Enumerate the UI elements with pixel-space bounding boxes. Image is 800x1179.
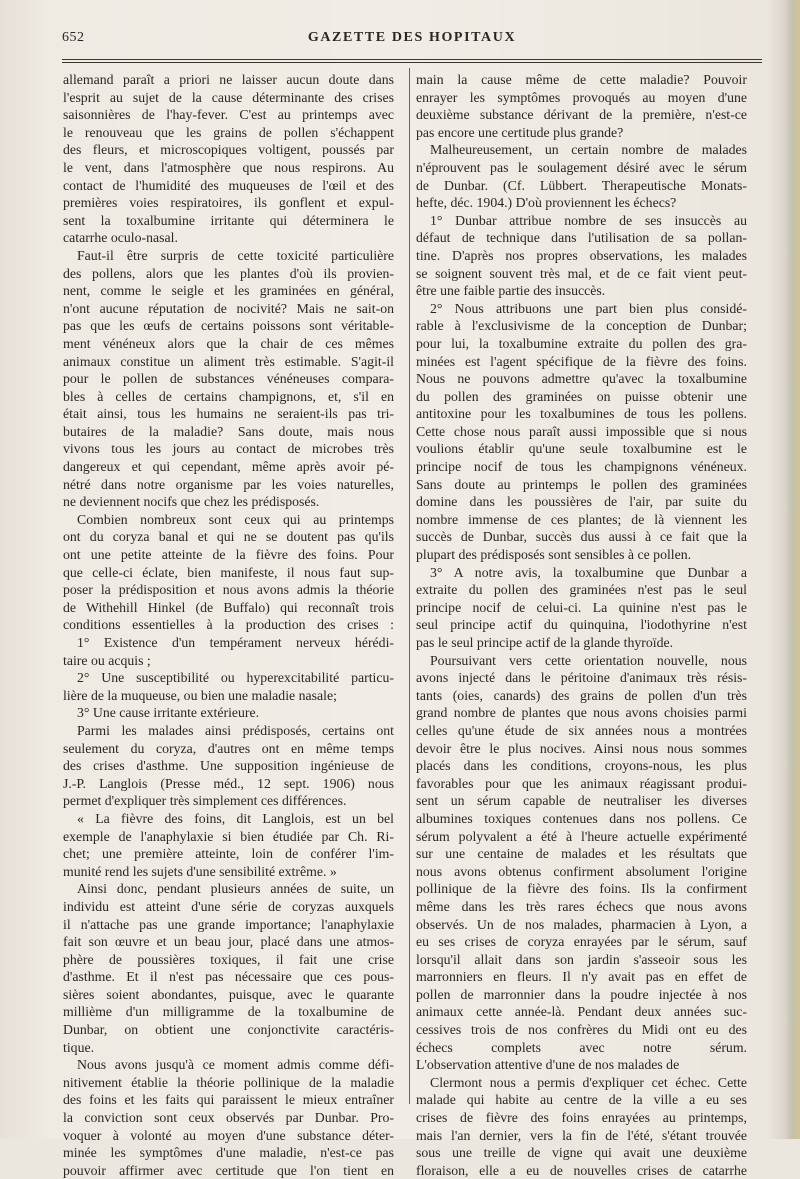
text-line: le renouveau que les grains de pollen s'échappent bbox=[63, 124, 394, 140]
text-line: minée les symptômes d'une maladie, n'est-ce pas bbox=[63, 1145, 394, 1161]
text-line: se soignent souvent très mal, et de ce fait vient peut- bbox=[416, 265, 747, 281]
text-line: main la cause même de cette maladie? Pouvoir bbox=[416, 72, 747, 87]
text-line: être une faible partie des insuccès. bbox=[416, 283, 606, 299]
text-line: pouvoir affirmer avec certitude que l'on tient en bbox=[63, 1162, 394, 1178]
text-line: pas que les œufs de certains poissons sont véritable- bbox=[63, 318, 394, 334]
text-line: malade qui habite au centre de la ville a eu ses bbox=[416, 1092, 747, 1108]
text-line: « La fièvre des foins, dit Langlois, est un bel bbox=[77, 810, 394, 826]
text-line: sur une centaine de malades et les résultats que bbox=[416, 846, 747, 862]
text-line: 1° Dunbar attribue nombre de ses insuccès au bbox=[430, 212, 747, 228]
text-line: nitivement établie la théorie pollinique de la maladie bbox=[63, 1074, 394, 1090]
page-header bbox=[62, 30, 762, 54]
text-line: mais l'an dernier, vers la fin de l'été, s'étant trouvée bbox=[416, 1127, 747, 1143]
text-line: Dunbar, on obtient une conjonctivite caractéris- bbox=[63, 1022, 394, 1038]
text-line: seulement du coryza, d'autres ont en même temps bbox=[63, 740, 394, 756]
text-line: était ainsi, tous les humains ne seraient-ils pas tri- bbox=[63, 406, 394, 422]
text-line: poser la prédisposition et nous avons admis la théorie bbox=[63, 582, 394, 598]
text-line: sent un sérum capable de neutraliser les diverses bbox=[416, 793, 747, 809]
text-line: principe nocif de tous les champignons vénéneux. bbox=[416, 459, 747, 475]
text-line: butaires de la maladie? Sans doute, mais nous bbox=[63, 423, 394, 439]
text-line: n'éprouvent pas le soulagement désiré avec le sérum bbox=[416, 159, 747, 175]
text-line: nous avons obtenus confirment absolument l'origine bbox=[416, 863, 747, 879]
text-line: l'esprit au sujet de la cause déterminante des crises bbox=[63, 89, 394, 105]
text-line: nétré dans notre organisme par les voies naturelles, bbox=[63, 476, 394, 492]
text-line: seul principe actif du quinquina, l'iodothyrine n'est bbox=[416, 617, 747, 633]
text-line: exemple de l'anaphylaxie si bien étudiée par Ch. Ri- bbox=[63, 828, 394, 844]
text-line: tine. D'après nos propres observations, les malades bbox=[416, 247, 747, 263]
text-line: Combien nombreux sont ceux qui au printemps bbox=[77, 511, 394, 527]
text-line: fait son œuvre et un beau jour, placé dans une atmos- bbox=[63, 934, 394, 950]
text-line: individu est atteint d'une série de coryzas auxquels bbox=[63, 898, 394, 914]
text-line: chet; une première atteinte, loin de conférer l'im- bbox=[63, 846, 394, 862]
text-line: millième d'un milligramme de la toxalbumine de bbox=[63, 1004, 394, 1020]
text-line: des foins et les faits qui paraissent le mieux entraîner bbox=[63, 1092, 394, 1108]
text-line: pollinique de la fièvre des foins. Ils la confirment bbox=[416, 881, 747, 897]
text-line: marronniers en fleurs. Il n'y avait pas en effet de bbox=[416, 969, 747, 985]
text-line: de Dunbar. (Cf. Lübbert. Therapeutische Monats- bbox=[416, 177, 747, 193]
text-line: Faut-il être surpris de cette toxicité particulière bbox=[77, 247, 394, 263]
text-line: vivons tous les jours au contact de microbes très bbox=[63, 441, 394, 457]
text-line: de Withehill Hinkel (de Buffalo) qui reconnaît trois bbox=[63, 599, 394, 615]
text-line: pour le pollen de substances vénéneuses compara- bbox=[63, 371, 394, 387]
text-line: albumines toxiques contenues dans nos pollens. Ce bbox=[416, 810, 747, 826]
text-line: Sans doute au printemps le pollen des graminées bbox=[416, 476, 747, 492]
text-line: des pollens, alors que les plantes d'où ils provien- bbox=[63, 265, 394, 281]
text-line: hefte, déc. 1904.) D'où proviennent les échecs? bbox=[416, 195, 677, 211]
text-line: le vent, dans l'atmosphère que nous respirons. Au bbox=[63, 159, 394, 175]
text-line: Clermont nous a permis d'expliquer cet échec. Cette bbox=[430, 1074, 747, 1090]
text-line: 2° Nous attribuons une part bien plus considé- bbox=[430, 300, 747, 316]
text-line: que celle-ci éclate, bien manifeste, il nous faut sup- bbox=[63, 564, 394, 580]
text-line: Nous ne pouvons admettre qu'avec la toxalbumine bbox=[416, 371, 747, 387]
text-line: succès de Dunbar, succès dus aussi à ce fait que la bbox=[416, 529, 747, 545]
text-line: placés dans les conditions, croyons-nous, les plus bbox=[416, 758, 747, 774]
text-line: lière de la muqueuse, ou bien une maladie nasale; bbox=[63, 687, 337, 703]
text-line: phère de poussières toxiques, il fait une crise bbox=[63, 951, 394, 967]
text-line: grand nombre de plantes que nous avons choisies parmi bbox=[416, 705, 747, 721]
text-line: des fleurs, et microscopiques voltigent, poussés par bbox=[63, 142, 394, 158]
text-line: minées est l'agent spécifique de la fièvre des foins. bbox=[416, 353, 747, 369]
text-line: devoir être le plus nocives. Ainsi nous nous sommes bbox=[416, 740, 747, 756]
text-line: des crises d'asthme. Une supposition ingénieuse de bbox=[63, 758, 394, 774]
text-line: saisonnières de l'hay-fever. C'est au printemps avec bbox=[63, 107, 394, 123]
text-line: avons injecté dans le péritoine d'animaux très résis- bbox=[416, 670, 747, 686]
text-line: d'asthme. Et il n'est pas nécessaire que ces pous- bbox=[63, 969, 394, 985]
page-number: 652 bbox=[62, 30, 85, 45]
text-line: sous une treille de vigne qui avait une deuxième bbox=[416, 1145, 747, 1161]
text-line: catarrhe oculo-nasal. bbox=[63, 230, 178, 246]
text-line: 3° Une cause irritante extérieure. bbox=[77, 705, 260, 721]
header-rule-bottom bbox=[62, 62, 762, 63]
text-line: sent la toxalbumine irritante qui déterminera le bbox=[63, 212, 394, 228]
text-line: principe nocif de celui-ci. La quinine n'est pas le bbox=[416, 599, 747, 615]
text-line: nent, comme le seigle et les graminées en général, bbox=[63, 283, 394, 299]
text-line: n'ont aucune réputation de nocivité? Mais ne sait-on bbox=[63, 300, 394, 316]
text-line: J.-P. Langlois (Presse méd., 12 sept. 1906) nous bbox=[63, 775, 394, 791]
page-edge-shadow bbox=[786, 0, 800, 1139]
text-line: Malheureusement, un certain nombre de malades bbox=[430, 142, 747, 158]
text-line: pour lui, la toxalbumine extraite du pollen des gra- bbox=[416, 335, 747, 351]
text-line: crises de fièvre des foins enrayées au printemps, bbox=[416, 1110, 747, 1126]
text-line: celles qu'une étude de six années nous a montrées bbox=[416, 722, 747, 738]
text-line: cessives trois de nos confrères du Midi ont eu des bbox=[416, 1022, 747, 1038]
text-line: Parmi les malades ainsi prédisposés, certains ont bbox=[77, 722, 394, 738]
text-line: pas le seul principe actif de la glande thyroïde. bbox=[416, 635, 674, 650]
text-line: bles à celles de certains champignons, et, s'il en bbox=[63, 388, 394, 404]
text-line: Poursuivant vers cette orientation nouvelle, nous bbox=[430, 652, 747, 668]
text-line: taire ou acquis ; bbox=[63, 652, 151, 668]
text-line: ment vénéneux alors que la chair de ces mêmes bbox=[63, 335, 394, 351]
text-line: observés. Un de nos malades, pharmacien à Lyon, a bbox=[416, 916, 747, 932]
text-line: deuxième substance dérivant de la première, n'est-ce bbox=[416, 107, 747, 123]
text-line: pas encore une certitude plus grande? bbox=[416, 124, 624, 140]
text-line: Ainsi donc, pendant plusieurs années de suite, un bbox=[77, 881, 394, 897]
text-line: tants (oies, canards) des grains de pollen d'un très bbox=[416, 687, 747, 703]
text-line: munité rend les sujets d'une sensibilité extrême. » bbox=[63, 863, 337, 879]
text-line: Nous avons jusqu'à ce moment admis comme défi- bbox=[77, 1057, 394, 1073]
text-line: échecs complets avec notre sérum. bbox=[416, 1039, 747, 1055]
text-line: dangereux et qui cependant, même après avoir pé- bbox=[63, 459, 394, 475]
text-line: il n'attache pas une grande importance; l'anaphylaxie bbox=[63, 916, 394, 932]
text-line: domine dans les poussières de l'air, par suite du bbox=[416, 494, 747, 510]
text-line: floraison, elle a eu de nouvelles crises de catarrhe bbox=[416, 1162, 747, 1178]
text-line: antitoxine pour les toxalbumines de tous les pollens. bbox=[416, 406, 747, 422]
right-column bbox=[416, 71, 747, 1178]
text-line: 1° Existence d'un tempérament nerveux hérédi- bbox=[77, 635, 394, 650]
text-line: plupart des prédisposés sont sensibles à ce pollen. bbox=[416, 547, 692, 563]
text-line: conditions essentielles à la production des crises : bbox=[63, 617, 394, 633]
text-line: eu ses crises de coryza enrayées par le sérum, sauf bbox=[416, 934, 747, 950]
text-line: L'observation attentive d'une de nos malades de bbox=[416, 1057, 680, 1073]
text-line: pollen de marronnier dans la poudre injectée à nos bbox=[416, 986, 747, 1002]
text-line: lorsqu'il allait dans son jardin s'asseoir sous les bbox=[416, 951, 747, 967]
text-line: premières voies respiratoires, ils gonflent et expul- bbox=[63, 195, 394, 211]
journal-title: GAZETTE DES HOPITAUX bbox=[307, 30, 517, 45]
text-line: voquer à volonté au moyen d'une substance déter- bbox=[63, 1127, 394, 1143]
text-line: sérum polyvalent a été à l'heure actuelle expérimenté bbox=[416, 828, 747, 844]
text-line: contact de l'humidité des muqueuses de l'œil et des bbox=[63, 177, 394, 193]
text-line: ont une petite atteinte de la fièvre des foins. Pour bbox=[63, 547, 394, 563]
text-line: tique. bbox=[63, 1039, 95, 1055]
header-rule-top bbox=[62, 59, 762, 60]
text-line: du pollen des graminées on puisse obtenir une bbox=[416, 388, 747, 404]
text-line: sières soient abondantes, puisque, avec le quarante bbox=[63, 986, 394, 1002]
text-line: permet d'expliquer très simplement ces différences. bbox=[63, 793, 347, 809]
text-line: nombre immense de ces plantes; de là viennent les bbox=[416, 511, 747, 527]
left-column bbox=[63, 71, 394, 1178]
column-divider bbox=[409, 68, 410, 1104]
text-line: favorables pour que les animaux réagissant produi- bbox=[416, 775, 747, 791]
text-line: défaut de technique dans l'utilisation de sa pollan- bbox=[416, 230, 747, 246]
text-line: animaux constitue un aliment très estimable. S'agit-il bbox=[63, 353, 394, 369]
text-line: extraite du pollen des graminées n'est pas le seul bbox=[416, 582, 747, 598]
text-line: enrayer les symptômes provoqués au moyen d'une bbox=[416, 89, 747, 105]
text-line: 3° A notre avis, la toxalbumine que Dunbar a bbox=[430, 564, 747, 580]
text-line: même dans les très rares échecs que nous avons bbox=[416, 898, 747, 914]
text-line: animaux cette année-là. Pendant deux années suc- bbox=[416, 1004, 747, 1020]
text-line: allemand paraît a priori ne laisser aucun doute dans bbox=[63, 72, 394, 87]
text-line: rable à l'exclusivisme de la conception de Dunbar; bbox=[416, 318, 747, 334]
text-line: la conviction sont ceux observés par Dunbar. Pro- bbox=[63, 1110, 394, 1126]
text-line: 2° Une susceptibilité ou hyperexcitabilité particu- bbox=[77, 670, 394, 686]
text-line: ne deviennent nocifs que chez les prédisposés. bbox=[63, 494, 320, 510]
text-line: ont du coryza banal et qui ne se doutent pas qu'ils bbox=[63, 529, 394, 545]
text-line: Cette chose nous paraît aussi impossible que si nous bbox=[416, 423, 747, 439]
text-line: voulions établir qu'une seule toxalbumine est le bbox=[416, 441, 747, 457]
